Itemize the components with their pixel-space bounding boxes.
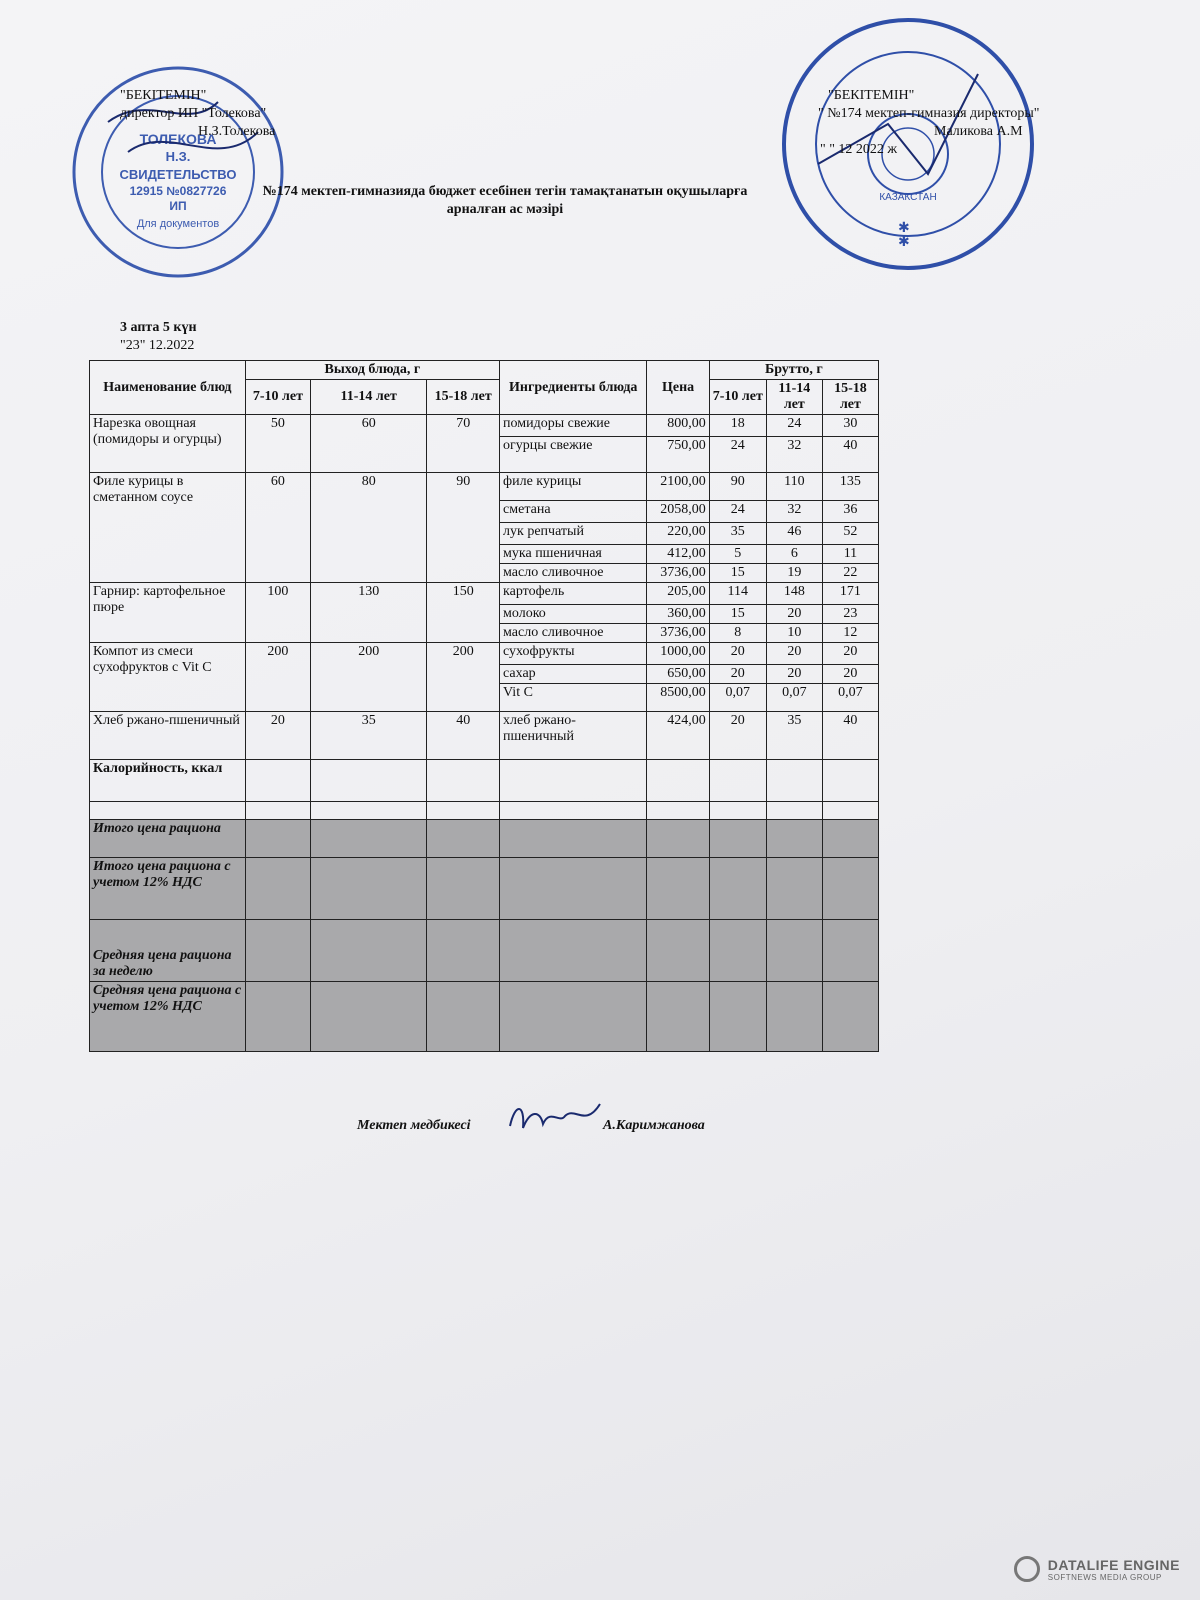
- output-value: 200: [245, 643, 310, 712]
- ingredient-price: 1000,00: [647, 643, 709, 665]
- brutto-value: 12: [822, 624, 878, 643]
- header-brutto: Брутто, г: [709, 361, 878, 380]
- brutto-value: 24: [709, 501, 766, 523]
- calorie-label: Калорийность, ккал: [90, 760, 246, 802]
- watermark: [1014, 1556, 1180, 1582]
- brutto-value: 32: [766, 501, 822, 523]
- output-value: 60: [245, 473, 310, 583]
- summary-label: Итого цена рациона с учетом 12% НДС: [90, 858, 246, 920]
- left-approve: "БЕКІТЕМІН": [120, 88, 207, 103]
- summary-label: Средняя цена рациона с учетом 12% НДС: [90, 982, 246, 1052]
- brutto-value: 6: [766, 545, 822, 564]
- brutto-value: 19: [766, 564, 822, 583]
- ingredient-name: молоко: [500, 605, 647, 624]
- ingredient-price: 360,00: [647, 605, 709, 624]
- stamp-left-line: ИП: [169, 199, 187, 213]
- brutto-value: 10: [766, 624, 822, 643]
- brutto-value: 110: [766, 473, 822, 501]
- brutto-value: 5: [709, 545, 766, 564]
- brutto-value: 0,07: [766, 684, 822, 712]
- menu-date: "23" 12.2022: [120, 338, 195, 353]
- ingredient-name: хлеб ржано-пшеничный: [500, 712, 647, 760]
- brutto-value: 30: [822, 415, 878, 437]
- stamp-left-line: Н.З.: [165, 149, 191, 164]
- ingredient-name: масло сливочное: [500, 624, 647, 643]
- stamp-left-line: СВИДЕТЕЛЬСТВО: [119, 167, 237, 182]
- table-row: [90, 583, 879, 605]
- brutto-value: 0,07: [709, 684, 766, 712]
- brutto-value: 20: [766, 665, 822, 684]
- header-dish: Наименование блюд: [90, 361, 246, 415]
- ingredient-price: 2100,00: [647, 473, 709, 501]
- header-age: 11-14 лет: [766, 380, 822, 415]
- right-approve: "БЕКІТЕМІН": [828, 88, 915, 103]
- ingredient-name: Vit C: [500, 684, 647, 712]
- brutto-value: 20: [822, 643, 878, 665]
- header-price: Цена: [647, 361, 709, 415]
- brutto-value: 114: [709, 583, 766, 605]
- datalife-logo-icon: [1014, 1556, 1040, 1582]
- ingredient-name: помидоры свежие: [500, 415, 647, 437]
- ingredient-price: 205,00: [647, 583, 709, 605]
- header-age: 15-18 лет: [822, 380, 878, 415]
- brutto-value: 23: [822, 605, 878, 624]
- output-value: 80: [311, 473, 427, 583]
- table-row: [90, 415, 879, 437]
- header-age: 15-18 лет: [427, 380, 500, 415]
- left-name: Н.З.Толекова: [198, 124, 276, 139]
- stamp-right-line: КАЗАКСТАН: [879, 192, 937, 203]
- ingredient-price: 8500,00: [647, 684, 709, 712]
- brutto-value: 15: [709, 564, 766, 583]
- output-value: 100: [245, 583, 310, 643]
- brutto-value: 148: [766, 583, 822, 605]
- ingredient-price: 220,00: [647, 523, 709, 545]
- left-position: директор ИП "Толекова": [120, 106, 267, 121]
- ingredient-price: 412,00: [647, 545, 709, 564]
- summary-row: [90, 820, 879, 858]
- ingredient-name: картофель: [500, 583, 647, 605]
- output-value: 35: [311, 712, 427, 760]
- ingredient-name: мука пшеничная: [500, 545, 647, 564]
- ingredient-price: 650,00: [647, 665, 709, 684]
- brutto-value: 32: [766, 437, 822, 473]
- dish-name: Нарезка овощная (помидоры и огурцы): [90, 415, 246, 473]
- signature-name: А.Каримжанова: [603, 1118, 705, 1133]
- summary-label: Итого цена рациона: [90, 820, 246, 858]
- document-title-line1: №174 мектеп-гимназияда бюджет есебінен тегін тамақтанатын оқушыларға: [262, 184, 748, 199]
- week-day: 3 апта 5 күн: [120, 320, 197, 335]
- brutto-value: 20: [709, 712, 766, 760]
- brutto-value: 40: [822, 712, 878, 760]
- output-value: 60: [311, 415, 427, 473]
- dish-name: Хлеб ржано-пшеничный: [90, 712, 246, 760]
- brutto-value: 18: [709, 415, 766, 437]
- brutto-value: 20: [709, 665, 766, 684]
- output-value: 90: [427, 473, 500, 583]
- table-row: [90, 643, 879, 665]
- stamp-left-line: 12915 №0827726: [129, 184, 227, 198]
- output-value: 50: [245, 415, 310, 473]
- summary-label: Средняя цена рациона за неделю: [90, 920, 246, 982]
- ingredient-name: огурцы свежие: [500, 437, 647, 473]
- ingredient-name: масло сливочное: [500, 564, 647, 583]
- header-age: 7-10 лет: [709, 380, 766, 415]
- stamp-left-line: Для документов: [136, 218, 220, 230]
- svg-text:✱: ✱: [898, 235, 910, 250]
- brutto-value: 35: [766, 712, 822, 760]
- dish-name: Компот из смеси сухофруктов с Vit C: [90, 643, 246, 712]
- ingredient-name: лук репчатый: [500, 523, 647, 545]
- brutto-value: 20: [709, 643, 766, 665]
- brutto-value: 40: [822, 437, 878, 473]
- output-value: 150: [427, 583, 500, 643]
- brutto-value: 8: [709, 624, 766, 643]
- watermark-brand: DATALIFE ENGINE: [1047, 1556, 1180, 1573]
- header-ingredients: Ингредиенты блюда: [500, 361, 647, 415]
- summary-row: [90, 858, 879, 920]
- brutto-value: 22: [822, 564, 878, 583]
- brutto-value: 20: [822, 665, 878, 684]
- dish-name: Филе курицы в сметанном соусе: [90, 473, 246, 583]
- summary-row: [90, 982, 879, 1052]
- dish-name: Гарнир: картофельное пюре: [90, 583, 246, 643]
- brutto-value: 35: [709, 523, 766, 545]
- empty-row: [90, 802, 879, 820]
- table-row: [90, 712, 879, 760]
- menu-body: [90, 415, 879, 1052]
- brutto-value: 46: [766, 523, 822, 545]
- calorie-row: [90, 760, 879, 802]
- ingredient-price: 3736,00: [647, 624, 709, 643]
- ingredient-price: 2058,00: [647, 501, 709, 523]
- brutto-value: 0,07: [822, 684, 878, 712]
- brutto-value: 24: [709, 437, 766, 473]
- table-row: [90, 473, 879, 501]
- brutto-value: 20: [766, 605, 822, 624]
- right-stamp: [778, 14, 1038, 274]
- ingredient-price: 424,00: [647, 712, 709, 760]
- output-value: 40: [427, 712, 500, 760]
- right-name: Маликова А.М: [934, 124, 1023, 139]
- brutto-value: 90: [709, 473, 766, 501]
- ingredient-price: 750,00: [647, 437, 709, 473]
- brutto-value: 135: [822, 473, 878, 501]
- output-value: 70: [427, 415, 500, 473]
- summary-row: [90, 920, 879, 982]
- output-value: 200: [427, 643, 500, 712]
- output-value: 130: [311, 583, 427, 643]
- brutto-value: 171: [822, 583, 878, 605]
- right-date: " " 12 2022 ж: [820, 142, 898, 157]
- stamp-left-line: ТОЛЕКОВА: [139, 131, 217, 147]
- header-age: 11-14 лет: [311, 380, 427, 415]
- signature-role: Мектеп медбикесі: [357, 1118, 471, 1133]
- svg-text:✱: ✱: [898, 221, 910, 236]
- ingredient-name: филе курицы: [500, 473, 647, 501]
- output-value: 20: [245, 712, 310, 760]
- output-value: 200: [311, 643, 427, 712]
- brutto-value: 20: [766, 643, 822, 665]
- ingredient-price: 800,00: [647, 415, 709, 437]
- header-output: Выход блюда, г: [245, 361, 499, 380]
- brutto-value: 11: [822, 545, 878, 564]
- brutto-value: 36: [822, 501, 878, 523]
- ingredient-price: 3736,00: [647, 564, 709, 583]
- signature-scribble: [505, 1098, 605, 1138]
- header-age: 7-10 лет: [245, 380, 310, 415]
- brutto-value: 52: [822, 523, 878, 545]
- brutto-value: 15: [709, 605, 766, 624]
- right-position: " №174 мектеп-гимназия директоры": [818, 106, 1040, 121]
- watermark-sub: SOFTNEWS MEDIA GROUP: [1047, 1572, 1162, 1582]
- menu-table: [89, 360, 879, 1052]
- brutto-value: 24: [766, 415, 822, 437]
- ingredient-name: сметана: [500, 501, 647, 523]
- document-title-line2: арналған ас мәзірі: [446, 202, 564, 217]
- ingredient-name: сухофрукты: [500, 643, 647, 665]
- ingredient-name: сахар: [500, 665, 647, 684]
